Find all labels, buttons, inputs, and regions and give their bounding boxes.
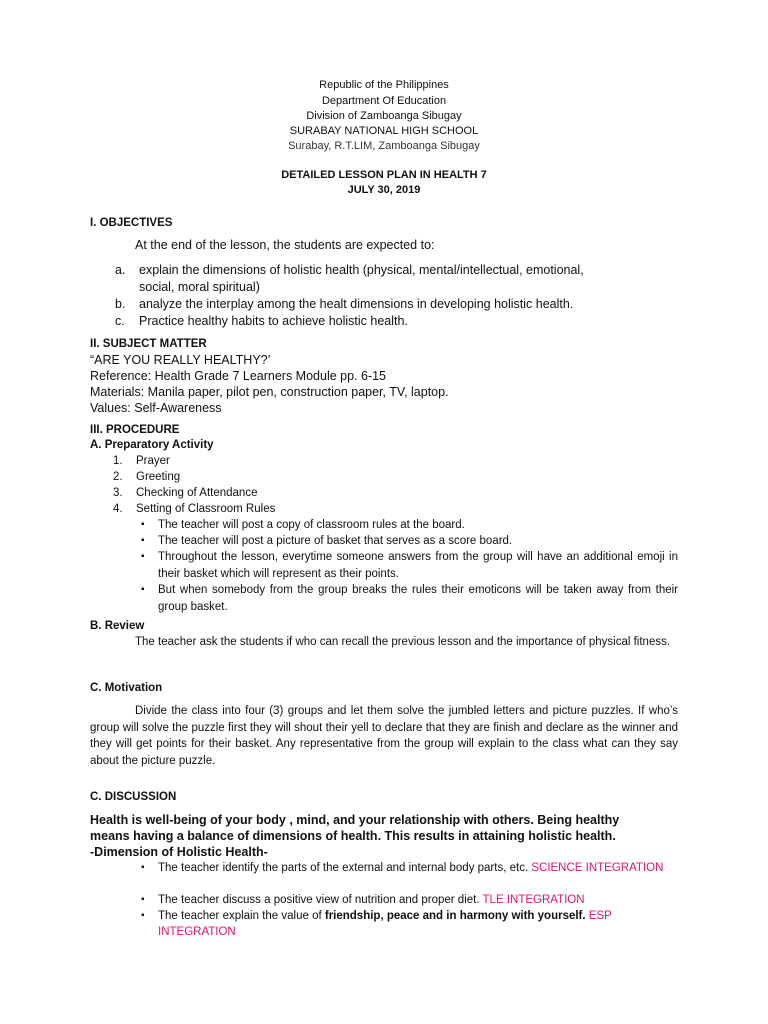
discussion-bullet (158, 860, 678, 876)
header-republic: Republic of the Philippines (319, 79, 449, 91)
integration-tag: TLE INTEGRATION (482, 894, 585, 906)
discussion-heading: C. DISCUSSION (90, 791, 177, 803)
motivation-text: Divide the class into four (3) groups and let them solve the jumbled letters and picture puzzles. If who’s group will solve the puzzle first they will shout their yell to declare that they are finish and declare as the winner and they will get points for their basket. Any representative from the group will explain to the class what can they say about the picture puzzle. (90, 705, 678, 767)
classroom-rule: ▪ The teacher will post a copy of classroom rules at the board. (158, 517, 678, 534)
objectives-intro: At the end of the lesson, the students are expected to: (135, 238, 435, 252)
discussion-line: means having a balance of dimensions of health. This results in attaining holistic health. (90, 829, 616, 843)
preparatory-marker: 2. (113, 471, 123, 483)
preparatory-marker: 1. (113, 455, 123, 467)
document-title: DETAILED LESSON PLAN IN HEALTH 7 (281, 169, 487, 181)
discussion-bullet (158, 908, 678, 940)
document-date: JULY 30, 2019 (347, 184, 421, 196)
header-address: Surabay, R.T.LIM, Zamboanga Sibugay (288, 140, 480, 152)
motivation-heading: C. Motivation (90, 682, 163, 694)
subject-topic: “ARE YOU REALLY HEALTHY?’ (90, 353, 271, 367)
objective-item: analyze the interplay among the healt dimensions in developing holistic health. (139, 297, 574, 311)
dimension-heading: -Dimension of Holistic Health- (90, 845, 268, 859)
subject-reference: Reference: Health Grade 7 Learners Module pp. 6-15 (90, 369, 387, 383)
classroom-rule: ▪ Throughout the lesson, everytime someone answers from the group will have an additional emoji in their basket which will represent as their points. (158, 549, 678, 582)
header-school: SURABAY NATIONAL HIGH SCHOOL (289, 125, 479, 137)
objectives-heading: I. OBJECTIVES (90, 217, 173, 229)
classroom-rule: ▪ But when somebody from the group breaks the rules their emoticons will be taken away from their group basket. (158, 582, 678, 615)
preparatory-item: Prayer (136, 455, 170, 467)
preparatory-item: Checking of Attendance (136, 487, 258, 499)
header-division: Division of Zamboanga Sibugay (306, 110, 462, 122)
header-department: Department Of Education (321, 95, 447, 107)
subject-values: Values: Self-Awareness (90, 401, 222, 415)
objective-marker: a. (115, 263, 126, 277)
integration-tag: SCIENCE INTEGRATION (531, 862, 664, 874)
review-heading: B. Review (90, 620, 145, 632)
preparatory-marker: 4. (113, 503, 123, 515)
objective-item: Practice healthy habits to achieve holistic health. (139, 314, 408, 328)
preparatory-item: Setting of Classroom Rules (136, 503, 276, 515)
subject-materials: Materials: Manila paper, pilot pen, construction paper, TV, laptop. (90, 385, 449, 399)
discussion-bullet (158, 892, 678, 908)
integration-tag: ESP INTEGRATION (158, 910, 612, 938)
preparatory-marker: 3. (113, 487, 123, 499)
bullet-text: The teacher discuss a positive view of nutrition and proper diet. (158, 894, 483, 906)
preparatory-heading: A. Preparatory Activity (90, 439, 214, 451)
bullet-text: The teacher identify the parts of the external and internal body parts, etc. (158, 862, 532, 874)
preparatory-item: Greeting (136, 471, 181, 483)
classroom-rule: ▪ The teacher will post a picture of basket that serves as a score board. (158, 533, 678, 550)
objective-marker: c. (115, 314, 125, 328)
bullet-bold-text: friendship, peace and in harmony with yourself. (324, 910, 586, 922)
objective-item-continued: social, moral spiritual) (139, 280, 260, 294)
subject-matter-heading: II. SUBJECT MATTER (90, 338, 207, 350)
discussion-line: Health is well-being of your body , mind, and your relationship with others. Being healthy (90, 813, 620, 827)
objective-item: explain the dimensions of holistic health (physical, mental/intellectual, emotional, (139, 263, 584, 277)
objective-marker: b. (115, 297, 126, 311)
bullet-text: The teacher explain the value of (158, 910, 325, 922)
procedure-heading: III. PROCEDURE (90, 424, 180, 436)
review-text: The teacher ask the students if who can recall the previous lesson and the importance of physical fitness. (135, 636, 671, 648)
